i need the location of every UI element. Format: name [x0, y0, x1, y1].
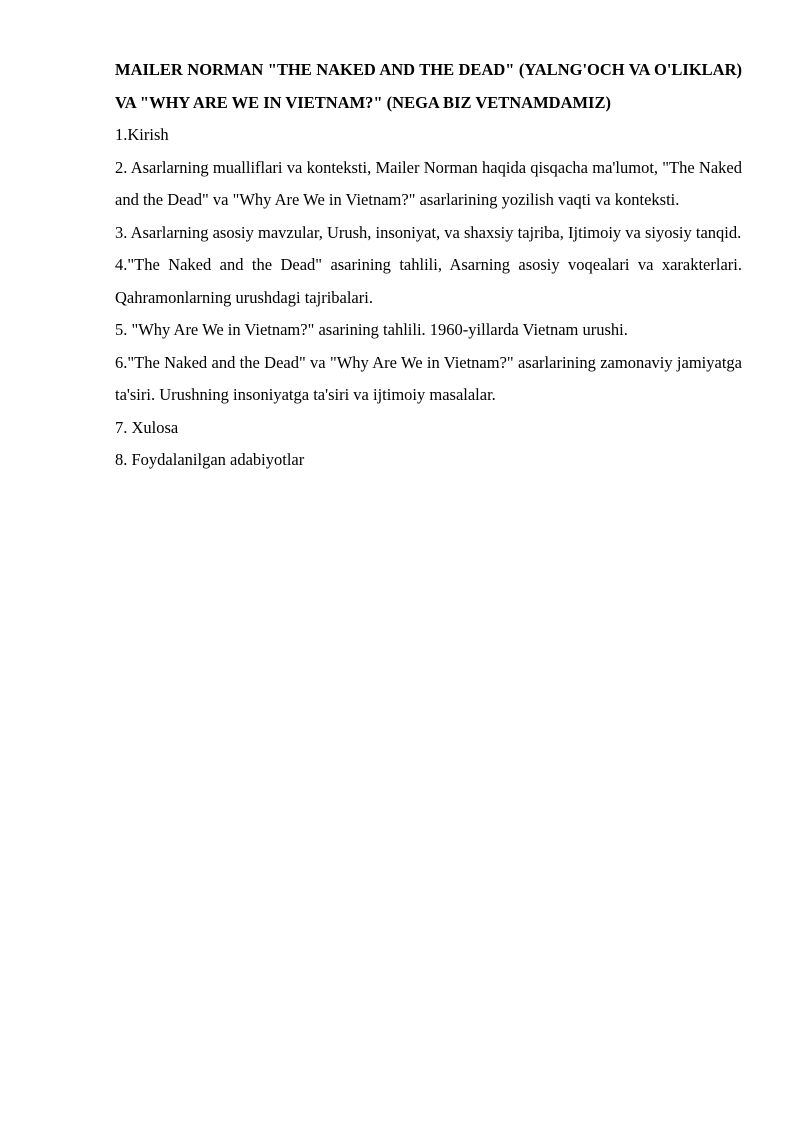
document-body: [115, 54, 742, 477]
toc-item-authors-context: 2. Asarlarning mualliflari va konteksti, Mailer Norman haqida qisqacha ma'lumot, "The Naked and the Dead" va "Why Are We in Vietnam?" asarlarining yozilish vaqti va konteksti.: [115, 157, 742, 209]
toc-item-modern-impact: 6."The Naked and the Dead" va "Why Are We in Vietnam?" asarlarining zamonaviy jamiyatga ta'siri. Urushning insoniyatga ta'siri va ijtimoiy masalalar.: [115, 352, 742, 404]
toc-item-main-themes: 3. Asarlarning asosiy mavzular, Urush, insoniyat, va shaxsiy tajriba, Ijtimoiy va siyosiy tanqid.: [115, 222, 742, 242]
document-title: MAILER NORMAN "THE NAKED AND THE DEAD" (YALNG'OCH VA O'LIKLAR) VA "WHY ARE WE IN VIETNAM?" (NEGA BIZ VETNAMDAMIZ): [115, 60, 742, 112]
toc-item-references: 8. Foydalanilgan adabiyotlar: [115, 450, 305, 469]
toc-item-introduction: 1.Kirish: [115, 125, 169, 144]
toc-item-conclusion: 7. Xulosa: [115, 417, 179, 437]
toc-item-vietnam-analysis: 5. "Why Are We in Vietnam?" asarining tahlili. 1960-yillarda Vietnam urushi.: [115, 320, 628, 339]
toc-item-naked-and-dead-analysis: 4."The Naked and the Dead" asarining tahlili, Asarning asosiy voqealari va xarakterlari. Qahramonlarning urushdagi tajribalari.: [115, 255, 742, 307]
